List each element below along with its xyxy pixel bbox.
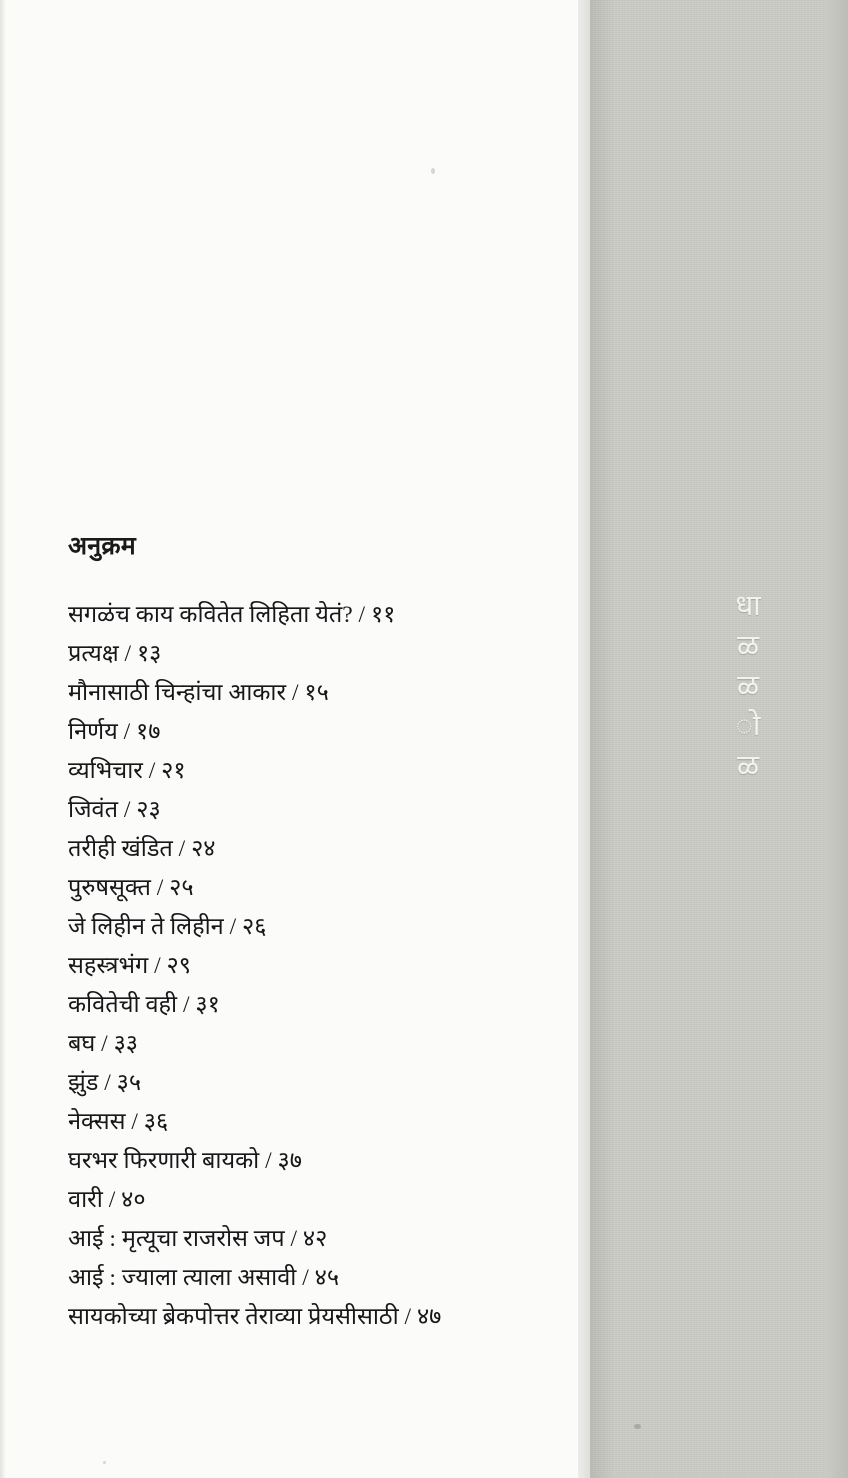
spine-title-line: ळ bbox=[736, 630, 760, 663]
table-of-contents bbox=[68, 528, 538, 1345]
cover-speck bbox=[634, 1424, 641, 1429]
list-item: निर्णय / १७ bbox=[68, 719, 161, 745]
cover-texture bbox=[590, 0, 848, 1478]
list-item: तरीही खंडित / २४ bbox=[68, 836, 216, 862]
paper-speck bbox=[103, 1461, 106, 1464]
list-item: झुंड / ३५ bbox=[68, 1070, 142, 1096]
page-left-edge-shadow bbox=[0, 0, 6, 1478]
list-item: जे लिहीन ते लिहीन / २६ bbox=[68, 914, 267, 940]
spine-title-line: ळ bbox=[736, 670, 760, 703]
list-item: मौनासाठी चिन्हांचा आकार / १५ bbox=[68, 680, 329, 706]
spine-title bbox=[722, 586, 774, 786]
list-item: बघ / ३३ bbox=[68, 1031, 139, 1057]
list-item: वारी / ४० bbox=[68, 1187, 146, 1213]
paper-speck bbox=[431, 168, 435, 174]
table-of-contents-heading: अनुक्रम bbox=[68, 533, 136, 560]
book-cover-strip bbox=[590, 0, 848, 1478]
book-spine-gutter bbox=[578, 0, 590, 1478]
list-item: व्यभिचार / २१ bbox=[68, 758, 186, 784]
list-item: नेक्सस / ३६ bbox=[68, 1109, 169, 1135]
list-item: जिवंत / २३ bbox=[68, 797, 161, 823]
spine-title-line: ळ bbox=[736, 750, 760, 783]
list-item: पुरुषसूक्त / २५ bbox=[68, 875, 194, 901]
spine-title-line: धा bbox=[735, 590, 761, 622]
list-item: घरभर फिरणारी बायको / ३७ bbox=[68, 1148, 302, 1174]
list-item: सायकोच्या ब्रेकपोत्तर तेराव्या प्रेयसीसाठी / ४७ bbox=[68, 1304, 442, 1330]
list-item: कवितेची वही / ३१ bbox=[68, 992, 220, 1018]
list-item: प्रत्यक्ष / १३ bbox=[68, 641, 162, 667]
spine-title-line: ो bbox=[735, 710, 761, 743]
list-item: सगळंच काय कवितेत लिहिता येतं? / ११ bbox=[68, 602, 396, 628]
list-item: सहस्त्रभंग / २९ bbox=[68, 953, 191, 979]
list-item: आई : मृत्यूचा राजरोस जप / ४२ bbox=[68, 1226, 328, 1252]
table-of-contents-list bbox=[68, 604, 538, 1330]
list-item: आई : ज्याला त्याला असावी / ४५ bbox=[68, 1265, 340, 1291]
